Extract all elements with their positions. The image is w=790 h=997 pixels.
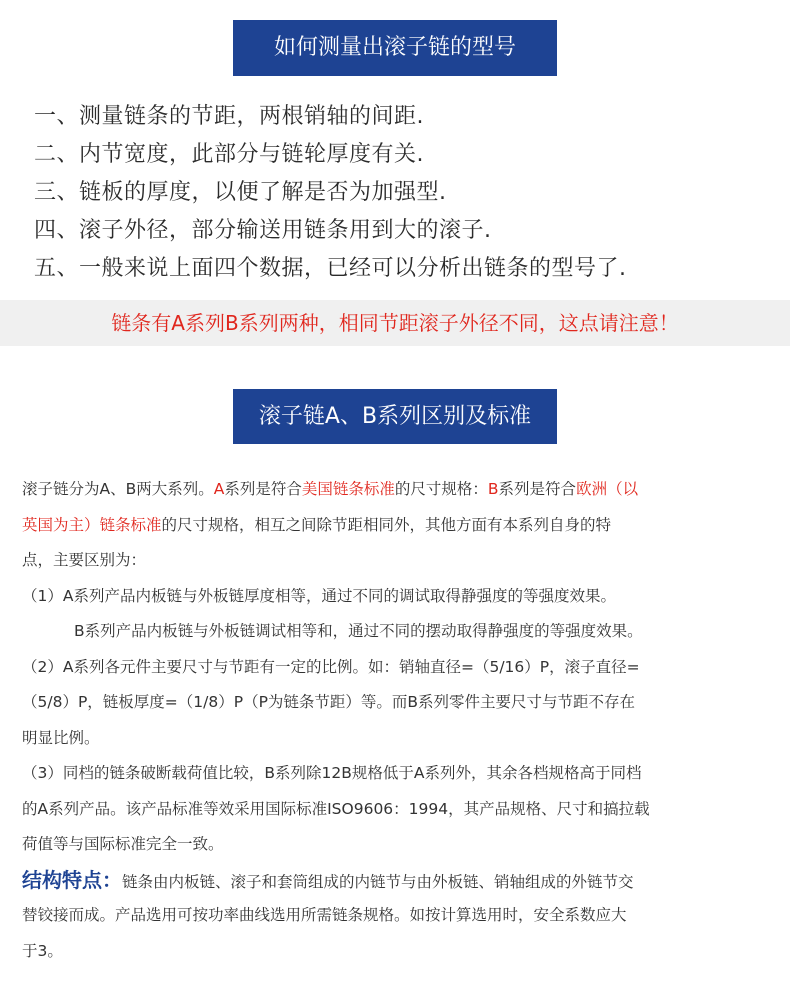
point-3-line: （3）同档的链条破断载荷值比较，B系列除12B规格低于A系列外，其余各档规格高于同档 bbox=[22, 764, 642, 782]
features-title: 结构特点： bbox=[22, 867, 122, 892]
point-3-line: 的A系列产品。该产品标准等效采用国际标准ISO9606：1994，其产品规格、尺寸和搞拉载 bbox=[22, 799, 650, 818]
series-description bbox=[22, 472, 780, 969]
point-1-line: （1）A系列产品内板链与外板链厚度相等，通过不同的调试取得静强度的等强度效果。 bbox=[22, 586, 616, 605]
features-line: 替铰接而成。产品选用可按功率曲线选用所需链条规格。如按计算选用时，安全系数应大 bbox=[22, 906, 627, 924]
intro-text: 系列是符合 bbox=[498, 480, 577, 498]
intro-text-red: 欧洲（以 bbox=[576, 480, 639, 498]
features-line bbox=[22, 863, 780, 899]
intro-line bbox=[22, 508, 780, 544]
point-1-line: B系列产品内板链与外板链调试相等和，通过不同的摆动取得静强度的等强度效果。 bbox=[74, 622, 643, 640]
intro-line: 点，主要区别为： bbox=[22, 551, 147, 569]
intro-text: 滚子链分为A、B两大系列。 bbox=[22, 480, 214, 498]
step-item: 一、测量链条的节距，两根销轴的间距. bbox=[34, 104, 424, 129]
measure-steps-list bbox=[34, 98, 774, 288]
intro-text: 的尺寸规格，相互之间除节距相同外，其他方面有本系列自身的特 bbox=[161, 515, 612, 534]
step-item: 二、内节宽度，此部分与链轮厚度有关. bbox=[34, 142, 424, 167]
point-2-line: （2）A系列各元件主要尺寸与节距有一定的比例。如：销轴直径=（5/16）P，滚子直径= bbox=[22, 657, 640, 676]
step-item: 五、一般来说上面四个数据，已经可以分析出链条的型号了. bbox=[34, 256, 627, 281]
section-title-measure: 如何测量出滚子链的型号 bbox=[233, 20, 557, 76]
intro-text-red: 英国为主）链条标准 bbox=[22, 515, 162, 534]
features-text: 链条由内板链、滚子和套筒组成的内链节与由外板链、销轴组成的外链节交 bbox=[122, 872, 634, 891]
intro-line bbox=[22, 472, 780, 508]
point-2-line: （5/8）P，链板厚度=（1/8）P（P为链条节距）等。而B系列零件主要尺寸与节距不存在 bbox=[22, 693, 636, 711]
intro-text: 的尺寸规格： bbox=[394, 480, 488, 498]
intro-text-red: B bbox=[487, 480, 499, 498]
intro-text-red: 美国链条标准 bbox=[301, 480, 395, 498]
step-item: 三、链板的厚度，以便了解是否为加强型. bbox=[34, 180, 447, 205]
intro-text-red: A bbox=[213, 480, 225, 498]
point-2-line: 明显比例。 bbox=[22, 728, 100, 747]
step-item: 四、滚子外径，部分输送用链条用到大的滚子. bbox=[34, 218, 492, 243]
notice-banner: 链条有A系列B系列两种，相同节距滚子外径不同，这点请注意！ bbox=[0, 300, 790, 346]
point-3-line: 荷值等与国际标准完全一致。 bbox=[22, 835, 224, 853]
features-line: 于3。 bbox=[22, 941, 63, 960]
intro-text: 系列是符合 bbox=[224, 480, 302, 498]
section-title-series: 滚子链A、B系列区别及标准 bbox=[233, 389, 557, 444]
